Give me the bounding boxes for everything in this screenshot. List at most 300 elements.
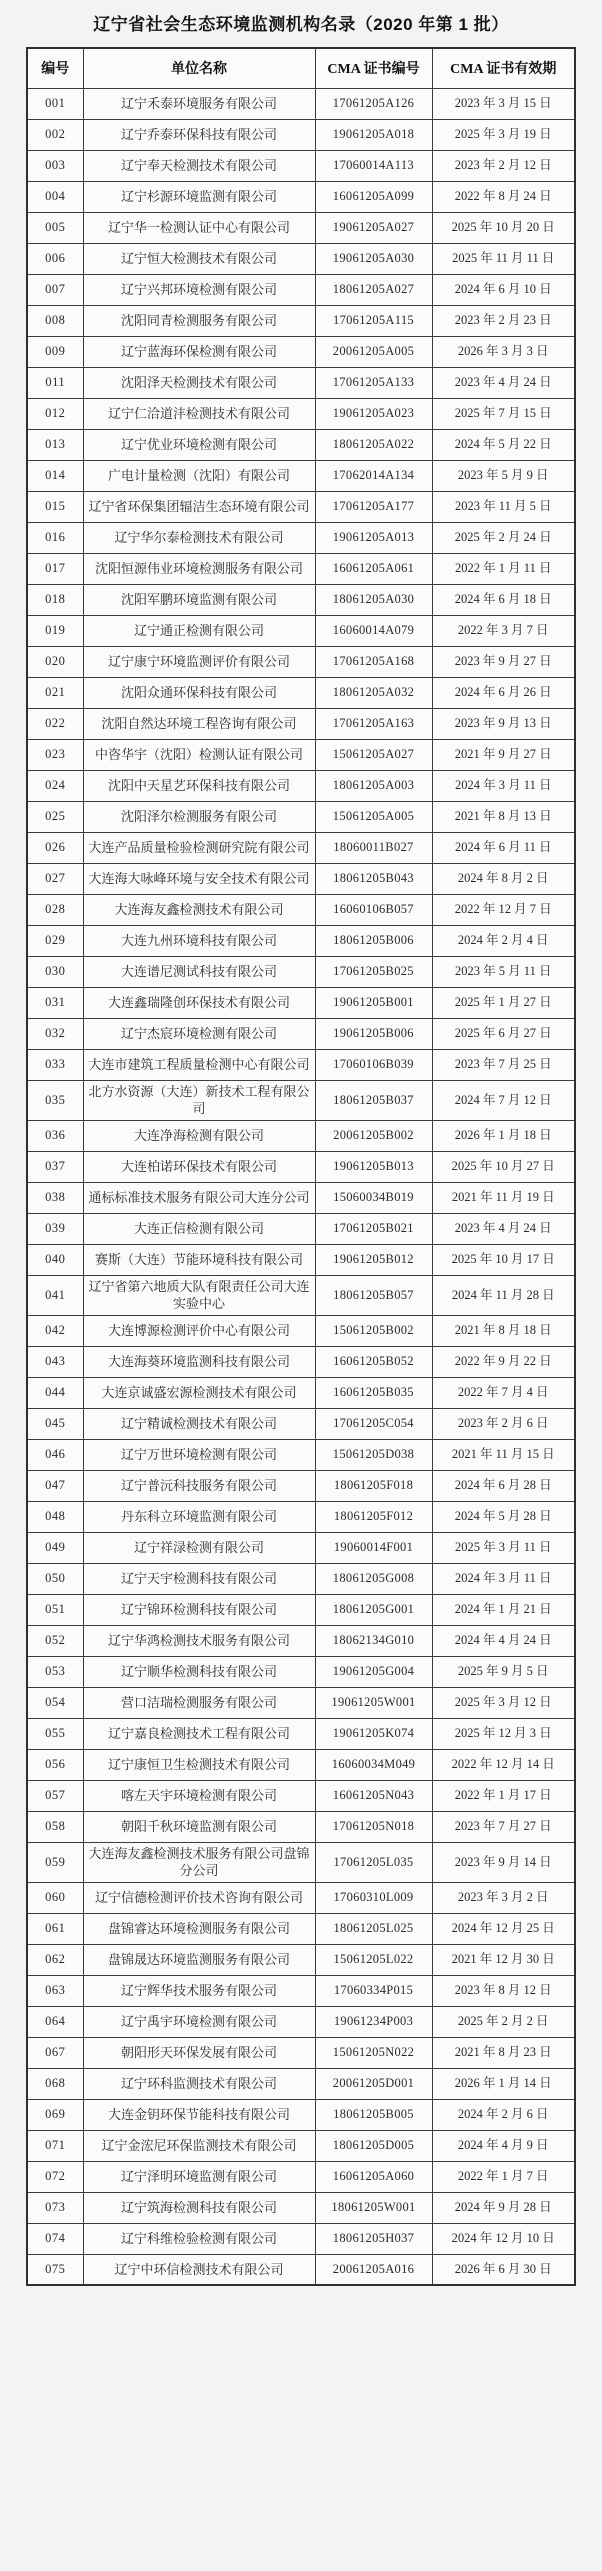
cell-cma-cert-number: 18061205B057 [315, 1275, 432, 1315]
cell-serial-number: 057 [27, 1780, 83, 1811]
cell-unit-name: 辽宁顺华检测科技有限公司 [83, 1656, 315, 1687]
cell-cma-validity-date: 2025 年 3 月 11 日 [432, 1532, 575, 1563]
cell-cma-cert-number: 15061205L022 [315, 1944, 432, 1975]
cell-serial-number: 017 [27, 553, 83, 584]
table-row [27, 1656, 575, 1687]
cell-cma-cert-number: 18061205F018 [315, 1470, 432, 1501]
cell-serial-number: 011 [27, 367, 83, 398]
cell-unit-name: 辽宁蓝海环保检测有限公司 [83, 336, 315, 367]
cell-cma-validity-date: 2022 年 1 月 11 日 [432, 553, 575, 584]
cell-unit-name: 辽宁优业环境检测有限公司 [83, 429, 315, 460]
cell-cma-cert-number: 18061205A032 [315, 677, 432, 708]
cell-cma-cert-number: 19061205A027 [315, 212, 432, 243]
cell-serial-number: 038 [27, 1182, 83, 1213]
table-row [27, 2068, 575, 2099]
cell-cma-validity-date: 2026 年 1 月 14 日 [432, 2068, 575, 2099]
cell-cma-cert-number: 18061205A003 [315, 770, 432, 801]
cell-serial-number: 046 [27, 1439, 83, 1470]
cell-unit-name: 辽宁环科监测技术有限公司 [83, 2068, 315, 2099]
cell-cma-validity-date: 2024 年 6 月 26 日 [432, 677, 575, 708]
header-cell-id: 编号 [27, 48, 83, 88]
cell-serial-number: 067 [27, 2037, 83, 2068]
cell-cma-validity-date: 2022 年 8 月 24 日 [432, 181, 575, 212]
cell-unit-name: 辽宁华鸿检测技术服务有限公司 [83, 1625, 315, 1656]
cell-serial-number: 051 [27, 1594, 83, 1625]
cell-unit-name: 辽宁省环保集团辐洁生态环境有限公司 [83, 491, 315, 522]
cell-serial-number: 045 [27, 1408, 83, 1439]
cell-cma-validity-date: 2022 年 9 月 22 日 [432, 1346, 575, 1377]
cell-unit-name: 通标标准技术服务有限公司大连分公司 [83, 1182, 315, 1213]
cell-cma-cert-number: 18061205D005 [315, 2130, 432, 2161]
cell-cma-cert-number: 19061205W001 [315, 1687, 432, 1718]
cell-serial-number: 064 [27, 2006, 83, 2037]
cell-cma-cert-number: 17061205C054 [315, 1408, 432, 1439]
cell-cma-validity-date: 2021 年 11 月 19 日 [432, 1182, 575, 1213]
cell-unit-name: 辽宁天宇检测科技有限公司 [83, 1563, 315, 1594]
table-row [27, 2192, 575, 2223]
cell-serial-number: 047 [27, 1470, 83, 1501]
cell-unit-name: 赛斯（大连）节能环境科技有限公司 [83, 1244, 315, 1275]
cell-serial-number: 006 [27, 243, 83, 274]
cell-unit-name: 丹东科立环境监测有限公司 [83, 1501, 315, 1532]
cell-cma-cert-number: 20061205A005 [315, 336, 432, 367]
cell-cma-cert-number: 15061205D038 [315, 1439, 432, 1470]
cell-unit-name: 大连金钥环保节能科技有限公司 [83, 2099, 315, 2130]
header-row [27, 48, 575, 88]
cell-unit-name: 辽宁锦环检测科技有限公司 [83, 1594, 315, 1625]
cell-unit-name: 辽宁康宁环境监测评价有限公司 [83, 646, 315, 677]
table-row [27, 1563, 575, 1594]
cell-cma-validity-date: 2023 年 5 月 11 日 [432, 956, 575, 987]
cell-unit-name: 辽宁辉华技术服务有限公司 [83, 1975, 315, 2006]
cell-serial-number: 024 [27, 770, 83, 801]
table-row [27, 305, 575, 336]
cell-serial-number: 040 [27, 1244, 83, 1275]
cell-cma-validity-date: 2021 年 12 月 30 日 [432, 1944, 575, 1975]
cell-cma-validity-date: 2024 年 6 月 10 日 [432, 274, 575, 305]
cell-cma-cert-number: 17061205A177 [315, 491, 432, 522]
cell-cma-cert-number: 18061205F012 [315, 1501, 432, 1532]
cell-cma-validity-date: 2025 年 2 月 24 日 [432, 522, 575, 553]
cell-cma-cert-number: 18061205B043 [315, 863, 432, 894]
cell-cma-validity-date: 2022 年 1 月 17 日 [432, 1780, 575, 1811]
cell-serial-number: 001 [27, 88, 83, 119]
cell-serial-number: 020 [27, 646, 83, 677]
cell-cma-cert-number: 20061205D001 [315, 2068, 432, 2099]
table-row [27, 1408, 575, 1439]
cell-unit-name: 辽宁万世环境检测有限公司 [83, 1439, 315, 1470]
cell-serial-number: 068 [27, 2068, 83, 2099]
cell-cma-cert-number: 19061205B001 [315, 987, 432, 1018]
cell-unit-name: 辽宁杰宸环境检测有限公司 [83, 1018, 315, 1049]
cell-unit-name: 辽宁杉源环境监测有限公司 [83, 181, 315, 212]
cell-serial-number: 030 [27, 956, 83, 987]
cell-cma-validity-date: 2022 年 7 月 4 日 [432, 1377, 575, 1408]
cell-unit-name: 营口洁瑞检测服务有限公司 [83, 1687, 315, 1718]
cell-serial-number: 050 [27, 1563, 83, 1594]
cell-unit-name: 辽宁仁洽道沣检测技术有限公司 [83, 398, 315, 429]
cell-serial-number: 002 [27, 119, 83, 150]
cell-unit-name: 大连海大咏峰环境与安全技术有限公司 [83, 863, 315, 894]
cell-serial-number: 075 [27, 2254, 83, 2285]
table-row [27, 1315, 575, 1346]
cell-cma-validity-date: 2025 年 11 月 11 日 [432, 243, 575, 274]
cell-cma-cert-number: 17061205A115 [315, 305, 432, 336]
cell-cma-cert-number: 17061205A163 [315, 708, 432, 739]
cell-cma-cert-number: 19061205A013 [315, 522, 432, 553]
cell-serial-number: 012 [27, 398, 83, 429]
cell-unit-name: 朝阳千秋环境监测有限公司 [83, 1811, 315, 1842]
table-row [27, 863, 575, 894]
table-row [27, 832, 575, 863]
cell-cma-cert-number: 19061205A018 [315, 119, 432, 150]
cell-cma-validity-date: 2023 年 9 月 13 日 [432, 708, 575, 739]
header-cell-date: CMA 证书有效期 [432, 48, 575, 88]
cell-cma-validity-date: 2023 年 4 月 24 日 [432, 1213, 575, 1244]
cell-cma-cert-number: 17061205B025 [315, 956, 432, 987]
cell-cma-cert-number: 18061205B005 [315, 2099, 432, 2130]
table-row [27, 925, 575, 956]
cell-serial-number: 013 [27, 429, 83, 460]
table-row [27, 708, 575, 739]
cell-cma-cert-number: 18062134G010 [315, 1625, 432, 1656]
cell-cma-cert-number: 17061205L035 [315, 1842, 432, 1882]
cell-cma-cert-number: 18061205W001 [315, 2192, 432, 2223]
table-row [27, 1718, 575, 1749]
cell-unit-name: 大连正信检测有限公司 [83, 1213, 315, 1244]
table-row [27, 646, 575, 677]
table-header [27, 48, 575, 88]
cell-unit-name: 辽宁乔泰环保科技有限公司 [83, 119, 315, 150]
cell-cma-validity-date: 2024 年 5 月 28 日 [432, 1501, 575, 1532]
table-row [27, 88, 575, 119]
cell-serial-number: 019 [27, 615, 83, 646]
cell-cma-cert-number: 16061205B035 [315, 1377, 432, 1408]
cell-cma-cert-number: 16061205N043 [315, 1780, 432, 1811]
cell-cma-validity-date: 2023 年 5 月 9 日 [432, 460, 575, 491]
cell-unit-name: 辽宁信德检测评价技术咨询有限公司 [83, 1882, 315, 1913]
cell-cma-validity-date: 2024 年 8 月 2 日 [432, 863, 575, 894]
cell-cma-validity-date: 2021 年 11 月 15 日 [432, 1439, 575, 1470]
cell-cma-validity-date: 2024 年 2 月 4 日 [432, 925, 575, 956]
table-row [27, 1842, 575, 1882]
cell-unit-name: 辽宁泽明环境监测有限公司 [83, 2161, 315, 2192]
cell-serial-number: 027 [27, 863, 83, 894]
cell-unit-name: 大连海友鑫检测技术有限公司 [83, 894, 315, 925]
cell-cma-validity-date: 2023 年 2 月 12 日 [432, 150, 575, 181]
cell-serial-number: 061 [27, 1913, 83, 1944]
table-row [27, 584, 575, 615]
cell-unit-name: 大连海葵环境监测科技有限公司 [83, 1346, 315, 1377]
cell-cma-cert-number: 16060034M049 [315, 1749, 432, 1780]
cell-cma-cert-number: 17060310L009 [315, 1882, 432, 1913]
cell-cma-cert-number: 19061205K074 [315, 1718, 432, 1749]
cell-serial-number: 005 [27, 212, 83, 243]
header-cell-cert: CMA 证书编号 [315, 48, 432, 88]
table-row [27, 677, 575, 708]
cell-serial-number: 073 [27, 2192, 83, 2223]
cell-unit-name: 辽宁祥渌检测有限公司 [83, 1532, 315, 1563]
cell-serial-number: 032 [27, 1018, 83, 1049]
cell-unit-name: 辽宁兴邦环境检测有限公司 [83, 274, 315, 305]
cell-cma-cert-number: 16060014A079 [315, 615, 432, 646]
cell-serial-number: 026 [27, 832, 83, 863]
cell-cma-cert-number: 18061205A022 [315, 429, 432, 460]
cell-serial-number: 029 [27, 925, 83, 956]
cell-cma-cert-number: 17061205A126 [315, 88, 432, 119]
cell-cma-cert-number: 19061205G004 [315, 1656, 432, 1687]
cell-cma-cert-number: 15060034B019 [315, 1182, 432, 1213]
cell-serial-number: 055 [27, 1718, 83, 1749]
cell-cma-cert-number: 17061205N018 [315, 1811, 432, 1842]
cell-unit-name: 辽宁通正检测有限公司 [83, 615, 315, 646]
cell-cma-cert-number: 18061205A030 [315, 584, 432, 615]
cell-unit-name: 大连京诚盛宏源检测技术有限公司 [83, 1377, 315, 1408]
table-row [27, 2223, 575, 2254]
cell-cma-cert-number: 15061205N022 [315, 2037, 432, 2068]
table-row [27, 1439, 575, 1470]
table-row [27, 1749, 575, 1780]
cell-cma-validity-date: 2025 年 1 月 27 日 [432, 987, 575, 1018]
cell-cma-validity-date: 2023 年 4 月 24 日 [432, 367, 575, 398]
cell-cma-validity-date: 2022 年 1 月 7 日 [432, 2161, 575, 2192]
page-title: 辽宁省社会生态环境监测机构名录（2020 年第 1 批） [93, 15, 509, 34]
table-row [27, 2161, 575, 2192]
cell-cma-validity-date: 2021 年 8 月 13 日 [432, 801, 575, 832]
table-row [27, 1687, 575, 1718]
cell-cma-cert-number: 18061205B037 [315, 1080, 432, 1120]
table-row [27, 2037, 575, 2068]
cell-cma-validity-date: 2025 年 3 月 12 日 [432, 1687, 575, 1718]
cell-cma-validity-date: 2022 年 12 月 7 日 [432, 894, 575, 925]
cell-unit-name: 辽宁奉天检测技术有限公司 [83, 150, 315, 181]
table-row [27, 1182, 575, 1213]
cell-cma-cert-number: 17062014A134 [315, 460, 432, 491]
table-row [27, 615, 575, 646]
cell-cma-cert-number: 20061205B002 [315, 1120, 432, 1151]
cell-unit-name: 辽宁华尔泰检测技术有限公司 [83, 522, 315, 553]
cell-serial-number: 004 [27, 181, 83, 212]
cell-serial-number: 025 [27, 801, 83, 832]
cell-unit-name: 盘锦睿达环境检测服务有限公司 [83, 1913, 315, 1944]
cell-cma-cert-number: 20061205A016 [315, 2254, 432, 2285]
cell-cma-cert-number: 18061205G008 [315, 1563, 432, 1594]
cell-cma-validity-date: 2024 年 1 月 21 日 [432, 1594, 575, 1625]
cell-unit-name: 辽宁金浤尼环保监测技术有限公司 [83, 2130, 315, 2161]
cell-cma-cert-number: 15061205A005 [315, 801, 432, 832]
table-row [27, 1501, 575, 1532]
table-row [27, 274, 575, 305]
cell-cma-cert-number: 17061205A168 [315, 646, 432, 677]
cell-cma-validity-date: 2025 年 10 月 20 日 [432, 212, 575, 243]
cell-unit-name: 沈阳自然达环境工程咨询有限公司 [83, 708, 315, 739]
cell-cma-validity-date: 2025 年 2 月 2 日 [432, 2006, 575, 2037]
cell-unit-name: 朝阳形天环保发展有限公司 [83, 2037, 315, 2068]
cell-cma-validity-date: 2024 年 12 月 25 日 [432, 1913, 575, 1944]
table-row [27, 739, 575, 770]
cell-serial-number: 022 [27, 708, 83, 739]
cell-unit-name: 沈阳恒源伟业环境检测服务有限公司 [83, 553, 315, 584]
cell-cma-validity-date: 2024 年 12 月 10 日 [432, 2223, 575, 2254]
cell-cma-validity-date: 2025 年 6 月 27 日 [432, 1018, 575, 1049]
cell-unit-name: 大连产品质量检验检测研究院有限公司 [83, 832, 315, 863]
cell-cma-validity-date: 2023 年 7 月 25 日 [432, 1049, 575, 1080]
table-row [27, 336, 575, 367]
cell-unit-name: 大连鑫瑞隆创环保技术有限公司 [83, 987, 315, 1018]
cell-unit-name: 沈阳军鹏环境监测有限公司 [83, 584, 315, 615]
cell-cma-validity-date: 2023 年 9 月 27 日 [432, 646, 575, 677]
registry-table [26, 47, 576, 2286]
cell-serial-number: 062 [27, 1944, 83, 1975]
cell-unit-name: 辽宁省第六地质大队有限责任公司大连实验中心 [83, 1275, 315, 1315]
cell-cma-validity-date: 2023 年 2 月 6 日 [432, 1408, 575, 1439]
cell-serial-number: 063 [27, 1975, 83, 2006]
cell-cma-validity-date: 2023 年 3 月 2 日 [432, 1882, 575, 1913]
cell-cma-validity-date: 2025 年 9 月 5 日 [432, 1656, 575, 1687]
table-row [27, 1151, 575, 1182]
cell-cma-validity-date: 2022 年 3 月 7 日 [432, 615, 575, 646]
cell-serial-number: 042 [27, 1315, 83, 1346]
cell-serial-number: 074 [27, 2223, 83, 2254]
cell-cma-validity-date: 2024 年 6 月 18 日 [432, 584, 575, 615]
cell-unit-name: 中咨华宇（沈阳）检测认证有限公司 [83, 739, 315, 770]
cell-serial-number: 021 [27, 677, 83, 708]
cell-cma-validity-date: 2024 年 5 月 22 日 [432, 429, 575, 460]
cell-cma-cert-number: 19061205A030 [315, 243, 432, 274]
cell-cma-validity-date: 2021 年 9 月 27 日 [432, 739, 575, 770]
cell-cma-validity-date: 2024 年 7 月 12 日 [432, 1080, 575, 1120]
cell-unit-name: 辽宁嘉良检测技术工程有限公司 [83, 1718, 315, 1749]
table-row [27, 1346, 575, 1377]
cell-unit-name: 大连海友鑫检测技术服务有限公司盘锦分公司 [83, 1842, 315, 1882]
table-row [27, 1975, 575, 2006]
cell-serial-number: 071 [27, 2130, 83, 2161]
cell-serial-number: 016 [27, 522, 83, 553]
cell-serial-number: 031 [27, 987, 83, 1018]
cell-unit-name: 辽宁筑海检测科技有限公司 [83, 2192, 315, 2223]
table-row [27, 243, 575, 274]
table-row [27, 1120, 575, 1151]
table-row [27, 553, 575, 584]
cell-serial-number: 035 [27, 1080, 83, 1120]
cell-cma-cert-number: 16061205B052 [315, 1346, 432, 1377]
cell-cma-cert-number: 17061205B021 [315, 1213, 432, 1244]
cell-cma-cert-number: 18060011B027 [315, 832, 432, 863]
cell-cma-cert-number: 18061205A027 [315, 274, 432, 305]
cell-unit-name: 辽宁华一检测认证中心有限公司 [83, 212, 315, 243]
cell-unit-name: 广电计量检测（沈阳）有限公司 [83, 460, 315, 491]
cell-serial-number: 058 [27, 1811, 83, 1842]
cell-unit-name: 沈阳中天星艺环保科技有限公司 [83, 770, 315, 801]
cell-unit-name: 辽宁普沅科技服务有限公司 [83, 1470, 315, 1501]
cell-cma-cert-number: 17060334P015 [315, 1975, 432, 2006]
cell-cma-cert-number: 19060014F001 [315, 1532, 432, 1563]
cell-cma-cert-number: 15061205A027 [315, 739, 432, 770]
cell-cma-cert-number: 16061205A061 [315, 553, 432, 584]
table-row [27, 894, 575, 925]
cell-cma-cert-number: 19061205B006 [315, 1018, 432, 1049]
cell-cma-cert-number: 16060106B057 [315, 894, 432, 925]
cell-serial-number: 053 [27, 1656, 83, 1687]
cell-serial-number: 072 [27, 2161, 83, 2192]
table-row [27, 770, 575, 801]
cell-unit-name: 沈阳同青检测服务有限公司 [83, 305, 315, 336]
cell-unit-name: 辽宁禾泰环境服务有限公司 [83, 88, 315, 119]
cell-serial-number: 043 [27, 1346, 83, 1377]
table-row [27, 212, 575, 243]
cell-cma-validity-date: 2024 年 9 月 28 日 [432, 2192, 575, 2223]
cell-cma-validity-date: 2024 年 4 月 24 日 [432, 1625, 575, 1656]
table-row [27, 181, 575, 212]
cell-cma-validity-date: 2024 年 3 月 11 日 [432, 770, 575, 801]
cell-unit-name: 辽宁精诚检测技术有限公司 [83, 1408, 315, 1439]
cell-cma-cert-number: 17061205A133 [315, 367, 432, 398]
cell-cma-validity-date: 2026 年 3 月 3 日 [432, 336, 575, 367]
table-row [27, 1811, 575, 1842]
cell-cma-validity-date: 2023 年 9 月 14 日 [432, 1842, 575, 1882]
table-row [27, 2130, 575, 2161]
cell-unit-name: 辽宁科维检验检测有限公司 [83, 2223, 315, 2254]
cell-serial-number: 060 [27, 1882, 83, 1913]
table-row [27, 1625, 575, 1656]
table-row [27, 491, 575, 522]
table-row [27, 1080, 575, 1120]
cell-cma-validity-date: 2024 年 2 月 6 日 [432, 2099, 575, 2130]
table-row [27, 1594, 575, 1625]
cell-serial-number: 003 [27, 150, 83, 181]
cell-unit-name: 大连净海检测有限公司 [83, 1120, 315, 1151]
cell-unit-name: 辽宁中环信检测技术有限公司 [83, 2254, 315, 2285]
cell-serial-number: 037 [27, 1151, 83, 1182]
table-row [27, 1018, 575, 1049]
table-row [27, 1213, 575, 1244]
table-row [27, 1470, 575, 1501]
cell-cma-cert-number: 18061205B006 [315, 925, 432, 956]
cell-unit-name: 大连柏诺环保技术有限公司 [83, 1151, 315, 1182]
cell-cma-validity-date: 2023 年 11 月 5 日 [432, 491, 575, 522]
table-body [27, 88, 575, 2285]
cell-unit-name: 大连博源检测评价中心有限公司 [83, 1315, 315, 1346]
cell-serial-number: 014 [27, 460, 83, 491]
table-row [27, 1377, 575, 1408]
cell-cma-validity-date: 2026 年 1 月 18 日 [432, 1120, 575, 1151]
cell-cma-validity-date: 2023 年 2 月 23 日 [432, 305, 575, 336]
cell-cma-validity-date: 2023 年 7 月 27 日 [432, 1811, 575, 1842]
cell-cma-validity-date: 2023 年 8 月 12 日 [432, 1975, 575, 2006]
table-row [27, 1244, 575, 1275]
cell-cma-cert-number: 17060014A113 [315, 150, 432, 181]
cell-serial-number: 008 [27, 305, 83, 336]
cell-serial-number: 041 [27, 1275, 83, 1315]
table-row [27, 1944, 575, 1975]
table-row [27, 398, 575, 429]
cell-cma-validity-date: 2024 年 4 月 9 日 [432, 2130, 575, 2161]
cell-cma-validity-date: 2023 年 3 月 15 日 [432, 88, 575, 119]
cell-serial-number: 044 [27, 1377, 83, 1408]
cell-cma-validity-date: 2025 年 12 月 3 日 [432, 1718, 575, 1749]
table-row [27, 987, 575, 1018]
table-row [27, 522, 575, 553]
header-cell-name: 单位名称 [83, 48, 315, 88]
cell-serial-number: 036 [27, 1120, 83, 1151]
table-row [27, 1049, 575, 1080]
cell-serial-number: 056 [27, 1749, 83, 1780]
cell-cma-validity-date: 2024 年 11 月 28 日 [432, 1275, 575, 1315]
table-row [27, 801, 575, 832]
cell-unit-name: 辽宁恒大检测技术有限公司 [83, 243, 315, 274]
cell-serial-number: 015 [27, 491, 83, 522]
cell-serial-number: 039 [27, 1213, 83, 1244]
